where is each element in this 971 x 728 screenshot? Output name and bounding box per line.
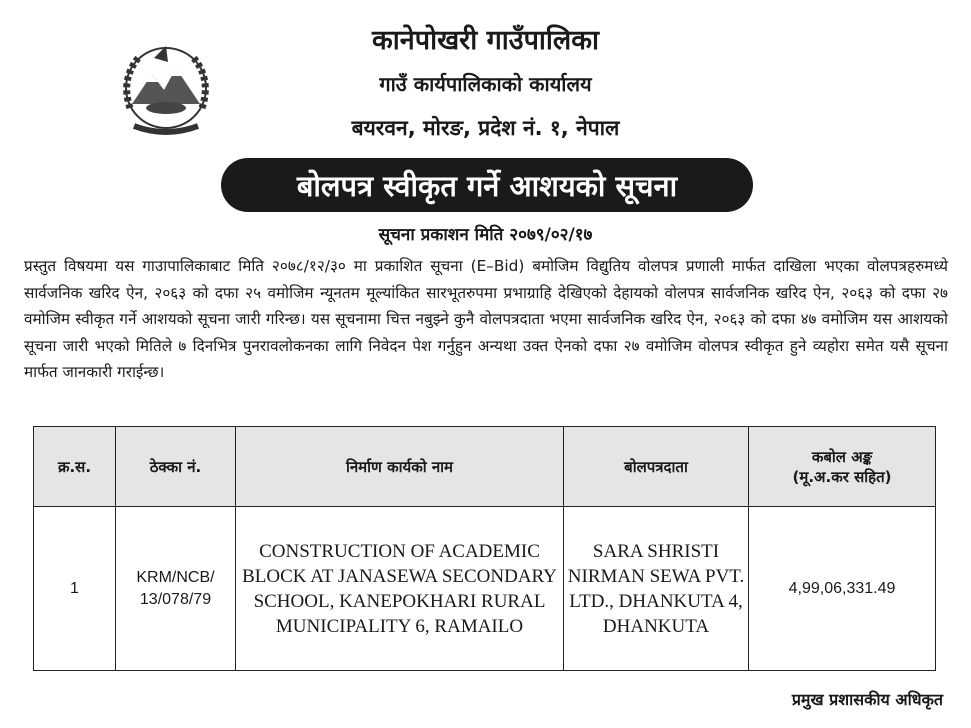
signature: प्रमुख प्रशासकीय अधिकृत (791, 690, 943, 709)
header-amount (749, 427, 936, 507)
table-header-row (34, 427, 936, 507)
cell-amount: 4,99,06,331.49 (749, 507, 936, 671)
cell-work-name: CONSTRUCTION OF ACADEMIC BLOCK AT JANASEWA SECONDARY SCHOOL, KANEPOKHARI RURAL MUNICIPALITY 6, RAMAILO (236, 507, 564, 671)
bid-table (33, 426, 936, 671)
notice-title: बोलपत्र स्वीकृत गर्ने आशयको सूचना (296, 168, 678, 203)
cell-bidder: SARA SHRISTI NIRMAN SEWA PVT. LTD., DHANKUTA 4, DHANKUTA (564, 507, 749, 671)
publication-date: सूचना प्रकाशन मिति २०७९/०२/१७ (378, 225, 593, 245)
office-name: गाउँ कार्यपालिकाको कार्यालय (379, 72, 592, 96)
table-row (34, 507, 936, 671)
header-amount-line1: कबोल अङ्क (811, 447, 873, 466)
address: बयरवन, मोरङ, प्रदेश नं. १, नेपाल (351, 116, 620, 140)
header-sn: क्र.स. (34, 427, 116, 507)
header-contract-no: ठेक्का नं. (116, 427, 236, 507)
header-amount-line2: (मू.अ.कर सहित) (792, 467, 892, 486)
notice-body: प्रस्तुत विषयमा यस गाउापालिकाबाट मिति २०७८/१२/३० मा प्रकाशित सूचना (E–Bid) बमोजिम विद्युतिय वोलपत्र प्रणाली मार्फत दाखिला भएका वोलपत्रहरुमध्ये सार्वजनिक खरिद ऐन, २०६३ को दफा २५ वमोजिम न्यूनतम मूल्यांकित सारभूतरुपमा प्रभाग्राहि देखिएको देहायको वोलपत्र सार्वजनिक खरिद ऐन, २०६३ को दफा २७ वमोजिम स्वीकृत गर्ने आशयको सूचना जारी गरिन्छ। यस सूचनामा चित्त नबुझ्ने कुनै वोलपत्रदाता भएमा सार्वजनिक खरिद ऐन, २०६३ को दफा ४७ वमोजिम यस आशयको सूचना जारी भएको मितिले ७ दिनभित्र पुनरावलोकनका लागि निवेदन पेश गर्नुहुन अन्यथा उक्त ऐनको दफा २७ वमोजिम वोलपत्र स्वीकृत हुने व्यहोरा समेत यसै सूचना मार्फत जानकारी गराईन्छ। (24, 257, 948, 381)
cell-sn: 1 (34, 507, 116, 671)
org-name: कानेपोखरी गाउँपालिका (372, 25, 599, 56)
notice-title-banner (221, 158, 753, 212)
header-bidder: बोलपत्रदाता (564, 427, 749, 507)
cell-contract-no: KRM/NCB/ 13/078/79 (116, 507, 236, 671)
header-work-name: निर्माण कार्यको नाम (236, 427, 564, 507)
